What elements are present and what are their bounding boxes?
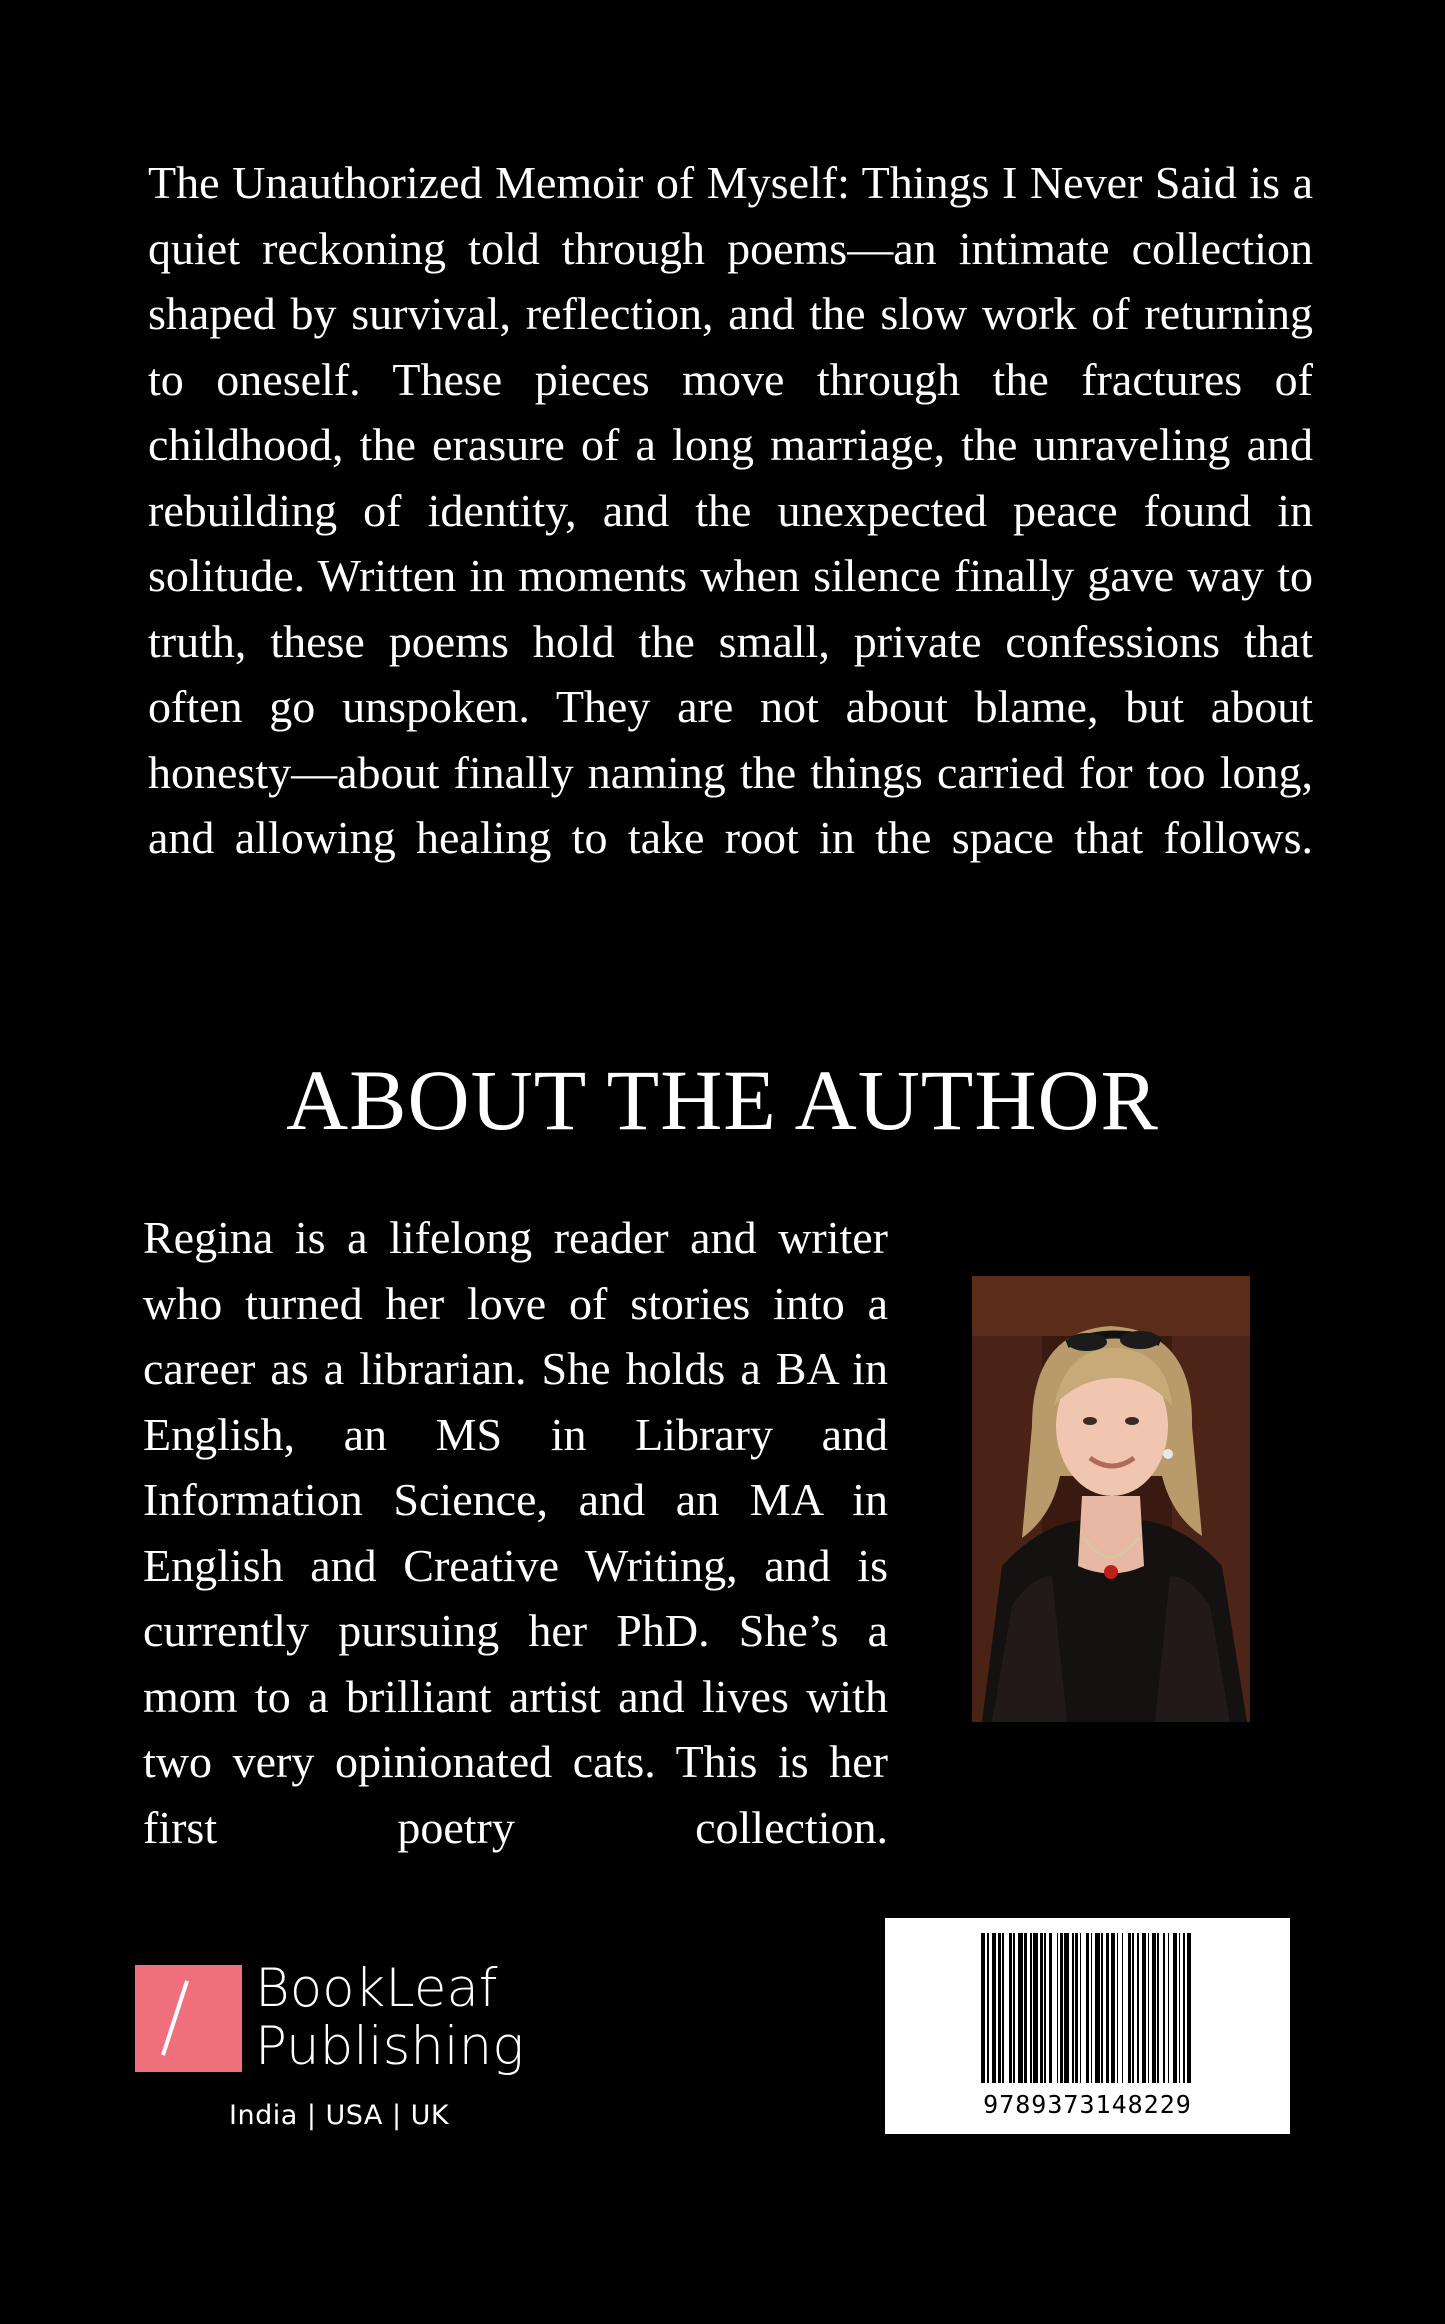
isbn-number: 9789373148229 xyxy=(983,2090,1192,2119)
about-author-heading: ABOUT THE AUTHOR xyxy=(286,1052,1159,1148)
book-blurb: The Unauthorized Memoir of Myself: Things I Never Said is a quiet reckoning told through poems—an intimate collection shaped by survival, reflection, and the slow work of returning to oneself. These pieces move through the fractures of childhood, the erasure of a long marriage, the unraveling and rebuilding of identity, and the unexpected peace found in solitude. Written in moments when silence finally gave way to truth, these poems hold the small, private confessions that often go unspoken. They are not about blame, but about honesty—about finally naming the things carried for too long, and allowing healing to take root in the space that follows. xyxy=(148,157,1313,863)
publisher-logo xyxy=(135,1960,555,2135)
isbn-barcode xyxy=(885,1918,1290,2134)
publisher-locations: India | USA | UK xyxy=(229,2100,450,2131)
publisher-name-line1: BookLeaf xyxy=(255,1958,498,2019)
publisher-name-line2: Publishing xyxy=(255,2016,525,2077)
publisher-mark-icon xyxy=(135,1965,242,2072)
publisher-name xyxy=(255,1960,524,2076)
barcode-icon xyxy=(895,1933,1280,2083)
author-photo xyxy=(972,1276,1250,1722)
author-bio: Regina is a lifelong reader and writer who turned her love of stories into a career as a librarian. She holds a BA in English, an MS in Library and Information Science, and an MA in English and Creative Writing, and is currently pursuing her PhD. She’s a mom to a brilliant artist and lives with two very opinionated cats. This is her first poetry collection. xyxy=(143,1212,888,1853)
